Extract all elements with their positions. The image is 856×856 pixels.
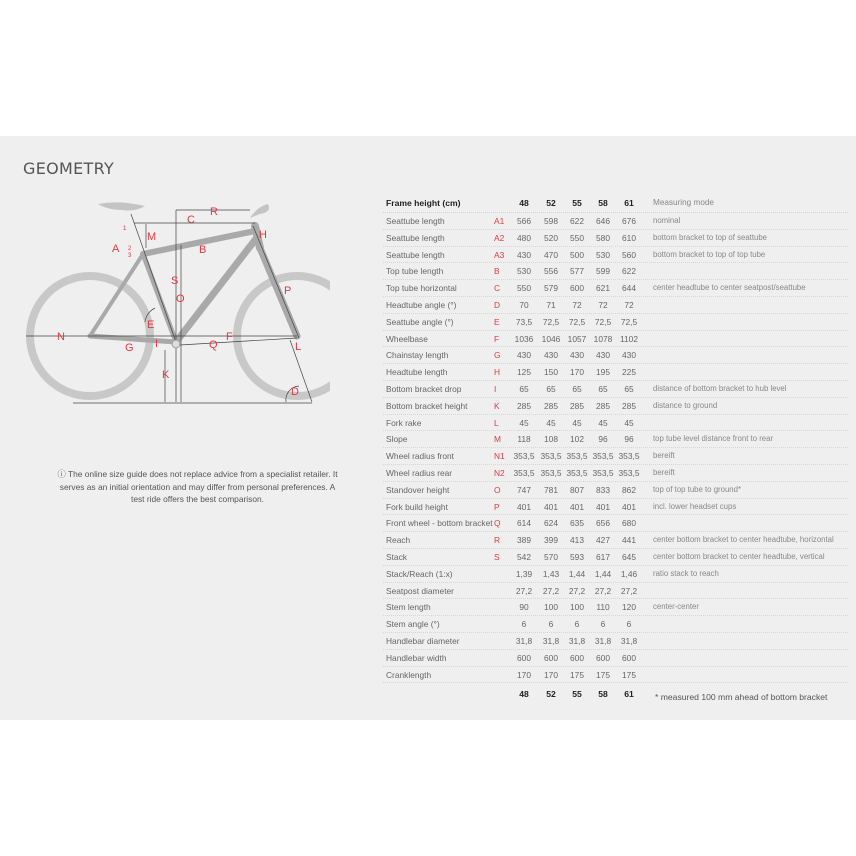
header-size: 58 [598, 198, 608, 208]
info-icon: ⓘ [57, 469, 68, 479]
svg-text:H: H [259, 229, 267, 241]
row-value: 747 [517, 484, 531, 495]
row-value: 645 [622, 551, 636, 562]
table-row [383, 566, 848, 583]
table-row [383, 347, 848, 364]
row-value: 427 [596, 535, 610, 546]
row-value: 646 [596, 216, 610, 226]
row-value: 150 [544, 367, 558, 378]
row-code: F [494, 333, 500, 344]
row-value: 72,5 [542, 316, 560, 327]
row-value: 175 [622, 669, 636, 680]
row-value: 195 [596, 367, 610, 378]
row-value: 71 [546, 299, 556, 310]
row-value: 624 [544, 518, 558, 529]
row-value: 676 [622, 216, 636, 226]
table-row [383, 515, 848, 532]
row-value: 500 [570, 249, 584, 260]
row-measuring-mode: bereift [653, 467, 675, 477]
table-row [383, 280, 848, 297]
row-measuring-mode: center headtube to center seatpost/seattube [653, 283, 806, 293]
row-value: 353,5 [592, 467, 614, 478]
row-label: Bottom bracket drop [386, 383, 462, 394]
row-value: 96 [624, 434, 634, 445]
row-value: 72 [598, 299, 608, 310]
row-label: Seattube length [386, 232, 445, 243]
svg-text:P: P [284, 285, 292, 297]
row-label: Chainstay length [386, 350, 449, 361]
header-measuring-mode: Measuring mode [653, 198, 714, 207]
row-value: 413 [570, 535, 584, 546]
row-value: 120 [622, 602, 636, 613]
row-value: 401 [622, 501, 636, 512]
row-label: Handlebar diameter [386, 635, 460, 646]
row-label: Wheelbase [386, 333, 428, 344]
row-value: 225 [622, 367, 636, 378]
svg-text:L: L [295, 341, 302, 353]
row-label: Handlebar width [386, 652, 447, 663]
table-row [383, 532, 848, 549]
row-value: 6 [548, 619, 554, 630]
row-label: Wheel radius front [386, 451, 454, 462]
row-value: 617 [596, 551, 610, 562]
row-measuring-mode: center bottom bracket to center headtube, vertical [653, 551, 825, 561]
table-row [383, 247, 848, 264]
row-value: 72,5 [594, 316, 612, 327]
row-value: 401 [596, 501, 610, 512]
table-row [383, 381, 848, 398]
svg-text:B: B [199, 244, 207, 256]
row-label: Seatpost diameter [386, 585, 454, 596]
row-value: 430 [622, 350, 636, 361]
row-code: K [494, 400, 500, 411]
row-value: 73,5 [515, 316, 533, 327]
row-value: 175 [596, 669, 610, 680]
svg-text:1: 1 [123, 226, 127, 232]
row-code: A3 [494, 249, 505, 260]
svg-text:O: O [176, 293, 185, 305]
row-code: L [494, 417, 499, 428]
row-label: Seattube length [386, 216, 445, 226]
row-value: 1036 [514, 333, 534, 344]
row-value: 833 [596, 484, 610, 495]
row-value: 45 [572, 417, 582, 428]
row-value: 6 [521, 619, 527, 630]
header-size: 61 [624, 198, 634, 208]
row-value: 31,8 [594, 635, 612, 646]
row-code: E [494, 316, 500, 327]
row-value: 530 [517, 266, 531, 277]
row-value: 580 [596, 232, 610, 243]
row-value: 285 [570, 400, 584, 411]
row-value: 530 [596, 249, 610, 260]
row-value: 862 [622, 484, 636, 495]
row-value: 72,5 [620, 316, 638, 327]
svg-text:F: F [226, 331, 233, 343]
row-value: 65 [624, 383, 634, 394]
row-code: P [494, 501, 500, 512]
row-value: 27,2 [568, 585, 586, 596]
row-value: 470 [544, 249, 558, 260]
page-title: GEOMETRY [23, 159, 115, 178]
row-value: 441 [622, 535, 636, 546]
row-value: 45 [598, 417, 608, 428]
row-value: 6 [574, 619, 580, 630]
header-frame-height: Frame height (cm) [386, 198, 461, 208]
row-value: 399 [544, 535, 558, 546]
row-value: 401 [517, 501, 531, 512]
table-row [383, 583, 848, 600]
row-value: 72,5 [568, 316, 586, 327]
row-code: A2 [494, 232, 505, 243]
row-measuring-mode: bottom bracket to top of seattube [653, 232, 767, 242]
row-value: 285 [544, 400, 558, 411]
row-value: 6 [626, 619, 632, 630]
row-code: O [494, 484, 501, 495]
svg-text:I: I [155, 338, 159, 350]
row-value: 108 [544, 434, 558, 445]
row-value: 1057 [567, 333, 587, 344]
row-label: Slope [386, 434, 408, 445]
table-row [383, 633, 848, 650]
footer-size: 52 [546, 689, 556, 700]
table-row [383, 650, 848, 667]
row-label: Front wheel - bottom bracket [386, 518, 493, 529]
row-label: Seattube length [386, 249, 445, 260]
table-row [383, 448, 848, 465]
row-value: 353,5 [566, 451, 588, 462]
row-value: 70 [519, 299, 529, 310]
row-code: C [494, 283, 501, 294]
row-measuring-mode: top tube level distance front to rear [653, 434, 774, 444]
row-value: 401 [544, 501, 558, 512]
svg-text:E: E [147, 319, 155, 331]
row-value: 65 [572, 383, 582, 394]
size-guide-note [55, 468, 340, 506]
row-value: 593 [570, 551, 584, 562]
row-value: 170 [517, 669, 531, 680]
row-value: 285 [622, 400, 636, 411]
row-value: 401 [570, 501, 584, 512]
row-value: 560 [622, 249, 636, 260]
row-label: Stem length [386, 602, 431, 613]
header-size: 48 [519, 198, 529, 208]
svg-text:N: N [57, 331, 65, 343]
row-value: 550 [517, 283, 531, 294]
row-measuring-mode: top of top tube to ground* [653, 484, 742, 494]
table-row [383, 213, 848, 230]
row-code: N2 [494, 467, 505, 478]
row-value: 542 [517, 551, 531, 562]
row-value: 621 [596, 283, 610, 294]
row-measuring-mode: distance of bottom bracket to hub level [653, 383, 787, 393]
row-value: 170 [570, 367, 584, 378]
row-value: 600 [622, 652, 636, 663]
row-value: 622 [622, 266, 636, 277]
row-label: Headtube angle (°) [386, 299, 457, 310]
geometry-table [383, 194, 848, 705]
table-row [383, 230, 848, 247]
row-code: B [494, 266, 500, 277]
table-row [383, 297, 848, 314]
row-value: 600 [517, 652, 531, 663]
row-code: S [494, 551, 500, 562]
row-code: G [494, 350, 501, 361]
row-value: 96 [598, 434, 608, 445]
row-label: Fork build height [386, 501, 448, 512]
row-value: 100 [544, 602, 558, 613]
row-value: 430 [517, 249, 531, 260]
row-value: 31,8 [542, 635, 560, 646]
row-value: 27,2 [542, 585, 560, 596]
svg-text:G: G [125, 342, 134, 354]
row-label: Bottom bracket height [386, 400, 468, 411]
svg-text:2: 2 [128, 246, 132, 252]
row-label: Top tube length [386, 266, 444, 277]
row-value: 285 [517, 400, 531, 411]
row-measuring-mode: ratio stack to reach [653, 568, 719, 578]
row-value: 610 [622, 232, 636, 243]
row-value: 72 [572, 299, 582, 310]
table-row [383, 599, 848, 616]
row-value: 599 [596, 266, 610, 277]
row-value: 600 [570, 652, 584, 663]
row-value: 170 [544, 669, 558, 680]
row-value: 353,5 [618, 451, 640, 462]
svg-text:M: M [147, 231, 157, 243]
header-size: 52 [546, 198, 556, 208]
table-row [383, 616, 848, 633]
row-label: Fork rake [386, 417, 422, 428]
row-value: 285 [596, 400, 610, 411]
row-value: 1,44 [568, 568, 586, 579]
svg-text:Q: Q [209, 339, 218, 351]
svg-text:R: R [210, 206, 218, 218]
row-value: 353,5 [592, 451, 614, 462]
row-label: Reach [386, 535, 411, 546]
table-row [383, 263, 848, 280]
row-value: 110 [596, 602, 610, 613]
row-value: 600 [596, 652, 610, 663]
row-value: 614 [517, 518, 531, 529]
row-value: 353,5 [540, 451, 562, 462]
row-code: I [494, 383, 497, 394]
row-label: Headtube length [386, 367, 448, 378]
row-value: 520 [544, 232, 558, 243]
footnote: * measured 100 mm ahead of bottom bracket [655, 692, 828, 702]
row-value: 680 [622, 518, 636, 529]
row-label: Standover height [386, 484, 450, 495]
svg-text:S: S [171, 275, 179, 287]
footer-size: 61 [624, 689, 634, 700]
row-code: Q [494, 518, 501, 529]
row-value: 430 [570, 350, 584, 361]
svg-text:C: C [187, 214, 195, 226]
row-value: 570 [544, 551, 558, 562]
row-value: 566 [517, 216, 531, 226]
row-value: 45 [519, 417, 529, 428]
row-value: 807 [570, 484, 584, 495]
row-value: 1078 [593, 333, 613, 344]
row-value: 72 [624, 299, 634, 310]
row-value: 353,5 [513, 451, 535, 462]
bike-geometry-diagram [10, 190, 330, 420]
row-value: 353,5 [566, 467, 588, 478]
table-row [383, 667, 848, 684]
table-row [383, 331, 848, 348]
svg-text:A: A [112, 243, 120, 255]
row-label: Stem angle (°) [386, 619, 440, 630]
row-code: H [494, 367, 501, 378]
row-label: Cranklength [386, 669, 432, 680]
row-value: 45 [624, 417, 634, 428]
row-code: A1 [494, 216, 505, 226]
row-value: 622 [570, 216, 584, 226]
row-value: 430 [517, 350, 531, 361]
row-measuring-mode: bottom bracket to top of top tube [653, 249, 766, 259]
row-value: 65 [519, 383, 529, 394]
row-value: 656 [596, 518, 610, 529]
row-measuring-mode: bereift [653, 451, 675, 461]
row-value: 27,2 [620, 585, 638, 596]
row-label: Seattube angle (°) [386, 316, 454, 327]
row-value: 1,46 [620, 568, 638, 579]
header-size: 55 [572, 198, 582, 208]
row-value: 31,8 [568, 635, 586, 646]
row-value: 579 [544, 283, 558, 294]
table-row [383, 415, 848, 432]
row-code: M [494, 434, 501, 445]
table-row [383, 465, 848, 482]
row-label: Stack [386, 551, 407, 562]
row-measuring-mode: nominal [653, 216, 681, 225]
row-value: 550 [570, 232, 584, 243]
row-value: 1,39 [515, 568, 533, 579]
row-value: 65 [546, 383, 556, 394]
row-measuring-mode: incl. lower headset cups [653, 501, 737, 511]
row-value: 430 [596, 350, 610, 361]
row-value: 600 [570, 283, 584, 294]
row-value: 353,5 [540, 467, 562, 478]
row-value: 480 [517, 232, 531, 243]
row-value: 577 [570, 266, 584, 277]
row-value: 125 [517, 367, 531, 378]
row-value: 389 [517, 535, 531, 546]
row-value: 118 [517, 434, 531, 445]
table-row [383, 314, 848, 331]
row-label: Wheel radius rear [386, 467, 453, 478]
row-measuring-mode: center-center [653, 602, 699, 612]
table-row [383, 499, 848, 516]
row-value: 1046 [541, 333, 561, 344]
row-value: 175 [570, 669, 584, 680]
row-value: 65 [598, 383, 608, 394]
row-code: D [494, 299, 501, 310]
row-measuring-mode: center bottom bracket to center headtube, horizontal [653, 535, 834, 545]
row-value: 31,8 [620, 635, 638, 646]
svg-text:K: K [162, 369, 170, 381]
geometry-panel [0, 136, 856, 720]
row-value: 45 [546, 417, 556, 428]
row-value: 635 [570, 518, 584, 529]
row-label: Top tube horizontal [386, 283, 457, 294]
svg-text:D: D [291, 386, 299, 398]
row-code: R [494, 535, 501, 546]
footer-size: 48 [519, 689, 529, 700]
table-header-row [383, 194, 848, 213]
row-value: 6 [600, 619, 606, 630]
row-value: 27,2 [594, 585, 612, 596]
row-value: 353,5 [513, 467, 535, 478]
row-value: 1102 [619, 333, 638, 344]
row-code: N1 [494, 451, 505, 462]
row-label: Stack/Reach (1:x) [386, 568, 453, 579]
row-value: 1,43 [542, 568, 560, 579]
row-value: 644 [622, 283, 636, 294]
note-text: The online size guide does not replace advice from a specialist retailer. It serves as an initial orientation and may differ from personal preferences. A test ride offers the best comparison. [59, 469, 338, 504]
row-value: 90 [519, 602, 529, 613]
row-value: 1,44 [594, 568, 612, 579]
table-row [383, 364, 848, 381]
row-value: 353,5 [618, 467, 640, 478]
row-value: 598 [544, 216, 558, 226]
row-value: 100 [570, 602, 584, 613]
row-value: 781 [544, 484, 558, 495]
row-value: 31,8 [515, 635, 533, 646]
table-row [383, 431, 848, 448]
footer-size: 58 [598, 689, 608, 700]
row-measuring-mode: distance to ground [653, 400, 718, 410]
row-value: 600 [544, 652, 558, 663]
row-value: 556 [544, 266, 558, 277]
table-row [383, 398, 848, 415]
table-row [383, 549, 848, 566]
table-row [383, 482, 848, 499]
row-value: 430 [544, 350, 558, 361]
footer-size: 55 [572, 689, 582, 700]
svg-text:3: 3 [128, 253, 132, 259]
row-value: 102 [570, 434, 584, 445]
row-value: 27,2 [515, 585, 533, 596]
